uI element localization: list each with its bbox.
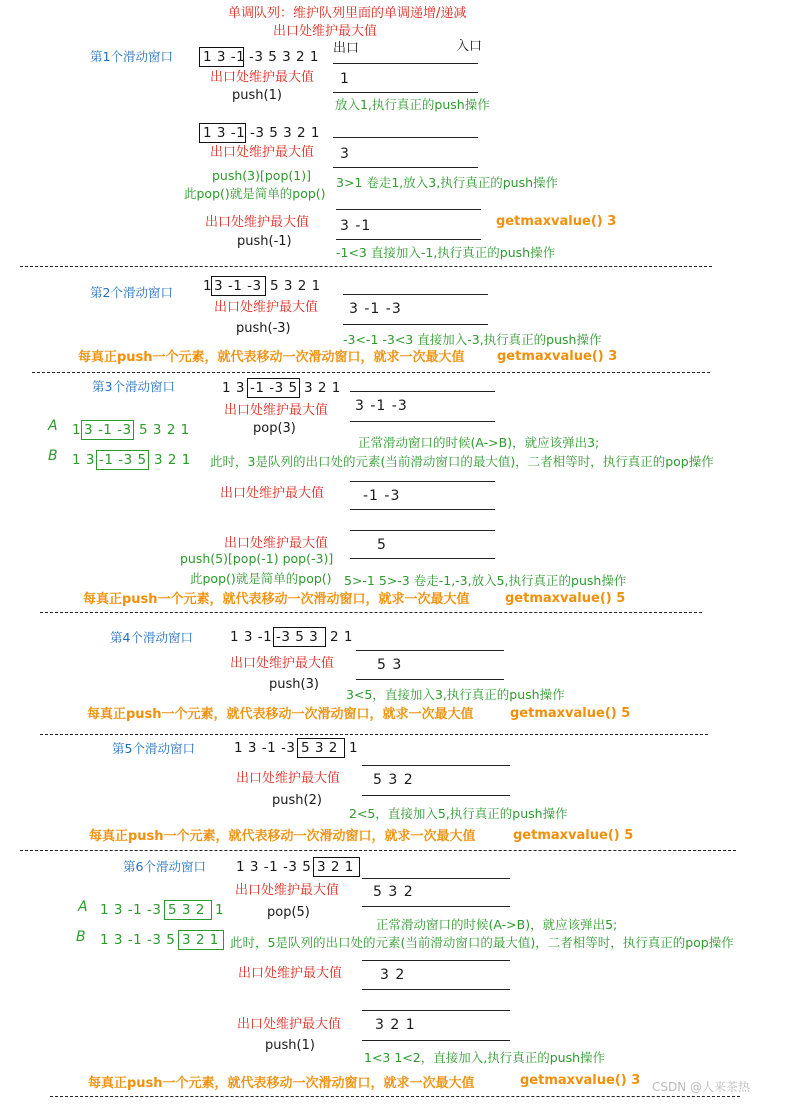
seq-window: 1 3 -1: [203, 49, 246, 65]
queue-bottom-line: [350, 509, 495, 510]
seq-window: 3 -1 -3: [214, 278, 262, 294]
divider: [32, 372, 710, 373]
queue-top-line: [362, 765, 510, 766]
exit-max-label: 出口处维护最大值: [224, 536, 329, 551]
every-push-note: 每真正push一个元素，就代表移动一次滑动窗口，就求一次最大值: [87, 707, 474, 722]
divider: [50, 1096, 740, 1097]
getmaxvalue-label: getmaxvalue() 5: [505, 591, 626, 606]
note: 1<3 1<2，直接加入,执行真正的push操作: [364, 1050, 605, 1065]
every-push-note: 每真正push一个元素，就代表移动一次滑动窗口，就求一次最大值: [88, 1076, 475, 1091]
seq-rest: 1: [215, 902, 225, 918]
operation-label: push(3): [269, 677, 319, 692]
queue-content: 3 -1: [340, 218, 372, 234]
queue-bottom-line: [350, 558, 495, 559]
note: -3<-1 -3<3 直接加入-3,执行真正的push操作: [343, 332, 602, 347]
seq-pre: 1 3 -1 -3 5: [100, 932, 176, 948]
seq-rest: -3 5 3 2 1: [249, 49, 319, 65]
window-label-6: 第6个滑动窗口: [123, 859, 206, 874]
note: 5>-1 5>-3 卷走-1,-3,放入5,执行真正的push操作: [344, 573, 627, 588]
seq-window: -1 -3 5: [99, 452, 147, 468]
exit-max-label: 出口处维护最大值: [205, 215, 310, 230]
seq-rest: -3 5 3 2 1: [250, 125, 320, 141]
queue-content: 3: [340, 146, 350, 162]
queue-bottom-line: [362, 989, 510, 990]
seq-pre: 1: [72, 422, 82, 438]
note: 放入1,执行真正的push操作: [335, 97, 490, 112]
seq-pre: 1 3: [222, 380, 245, 396]
seq-pre: 1 3: [72, 452, 95, 468]
note: 3>1 卷走1,放入3,执行真正的push操作: [336, 175, 558, 190]
every-push-note: 每真正push一个元素，就代表移动一次滑动窗口，就求一次最大值: [89, 829, 476, 844]
queue-top-line: [362, 878, 510, 879]
exit-max-label: 出口处维护最大值: [220, 486, 325, 501]
queue-bottom-line: [333, 92, 478, 93]
window-label-5: 第5个滑动窗口: [112, 741, 195, 756]
seq-rest: 1: [349, 740, 359, 756]
window-label-2: 第2个滑动窗口: [90, 285, 173, 300]
seq-rest: 5 3 2 1: [139, 422, 190, 438]
exit-max-label: 出口处维护最大值: [238, 966, 343, 981]
queue-bottom-line: [350, 421, 495, 422]
divider: [40, 612, 702, 613]
operation-label: push(1): [232, 88, 282, 103]
exit-max-label: 出口处维护最大值: [230, 656, 335, 671]
queue-top-line: [336, 209, 481, 210]
exit-label: 出口: [333, 41, 360, 56]
note: 2<5，直接加入5,执行真正的push操作: [349, 806, 568, 821]
operation-label: push(5)[pop(-1) pop(-3)]: [180, 551, 334, 566]
seq-pre: 1 3 -1: [230, 629, 273, 645]
operation-label: pop(5): [267, 905, 310, 920]
seq-rest: 2 1: [330, 629, 353, 645]
divider: [20, 850, 736, 851]
seq-rest: 3 2 1: [304, 380, 341, 396]
queue-top-line: [362, 960, 510, 961]
seq-pre: 1 3 -1 -3 5: [236, 859, 312, 875]
queue-content: 5: [377, 537, 387, 553]
seq-window: 3 -1 -3: [84, 422, 132, 438]
note: 正常滑动窗口的时候(A->B)，就应该弹出5;: [376, 917, 618, 932]
queue-content: 5 3 2: [373, 772, 414, 788]
queue-bottom-line: [362, 1040, 510, 1041]
queue-bottom-line: [362, 906, 510, 907]
operation-label: push(1): [265, 1038, 315, 1053]
seq-rest: 5 3 2 1: [270, 278, 321, 294]
operation-label: push(2): [272, 793, 322, 808]
queue-top-line: [362, 1010, 510, 1011]
operation-label: push(3)[pop(1)]: [212, 168, 311, 183]
title-line-2: 出口处维护最大值: [273, 24, 378, 39]
queue-top-line: [350, 481, 495, 482]
queue-top-line: [356, 650, 504, 651]
seq-pre: 1: [203, 278, 213, 294]
queue-content: 3 2 1: [375, 1017, 416, 1033]
queue-content: 5 3: [377, 657, 403, 673]
queue-bottom-line: [336, 239, 481, 240]
note: 此时，5是队列的出口处的元素(当前滑动窗口的最大值)，二者相等时，执行真正的pop操作: [230, 935, 734, 950]
seq-window: 3 2 1: [317, 859, 354, 875]
queue-bottom-line: [356, 679, 504, 680]
seq-window: 5 3 2: [168, 902, 205, 918]
queue-content: 3 -1 -3: [349, 301, 402, 317]
queue-content: 5 3 2: [373, 884, 414, 900]
queue-top-line: [333, 137, 478, 138]
exit-max-label: 出口处维护最大值: [237, 1017, 342, 1032]
seq-window: 5 3 2: [301, 740, 338, 756]
exit-max-label: 出口处维护最大值: [210, 145, 315, 160]
getmaxvalue-label: getmaxvalue() 3: [497, 349, 618, 364]
divider: [20, 266, 712, 267]
note: 此时，3是队列的出口处的元素(当前滑动窗口的最大值)，二者相等时，执行真正的pop操作: [210, 454, 714, 469]
label-a: A: [78, 899, 88, 915]
exit-max-label: 出口处维护最大值: [236, 771, 341, 786]
queue-top-line: [333, 63, 478, 64]
seq-window: -1 -3 5: [250, 380, 298, 396]
note: 此pop()就是简单的pop(): [190, 571, 332, 586]
queue-content: 1: [340, 71, 350, 87]
seq-window: 1 3 -1: [203, 125, 246, 141]
entry-label: 入口: [456, 39, 483, 54]
every-push-note: 每真正push一个元素，就代表移动一次滑动窗口，就求一次最大值: [83, 592, 470, 607]
queue-content: 3 -1 -3: [355, 398, 408, 414]
divider: [40, 734, 708, 735]
seq-rest: 3 2 1: [154, 452, 191, 468]
seq-pre: 1 3 -1 -3: [234, 740, 296, 756]
watermark: CSDN @人来茶热: [652, 1080, 751, 1094]
every-push-note: 每真正push一个元素，就代表移动一次滑动窗口，就求一次最大值: [78, 350, 465, 365]
exit-max-label: 出口处维护最大值: [235, 883, 340, 898]
queue-content: -1 -3: [363, 488, 401, 504]
queue-bottom-line: [333, 167, 478, 168]
note: 3<5，直接加入3,执行真正的push操作: [346, 687, 565, 702]
window-label-3: 第3个滑动窗口: [92, 379, 175, 394]
getmaxvalue-label: getmaxvalue() 5: [513, 828, 634, 843]
exit-max-label: 出口处维护最大值: [210, 70, 315, 85]
seq-pre: 1 3 -1 -3: [100, 902, 162, 918]
queue-content: 3 2: [380, 967, 406, 983]
seq-window: -3 5 3: [276, 629, 319, 645]
operation-label: push(-3): [236, 321, 291, 336]
queue-bottom-line: [362, 795, 510, 796]
title-line-1: 单调队列：维护队列里面的单调递增/递减: [228, 6, 467, 21]
exit-max-label: 出口处维护最大值: [214, 300, 319, 315]
getmaxvalue-label: getmaxvalue() 3: [496, 214, 617, 229]
getmaxvalue-label: getmaxvalue() 3: [520, 1073, 641, 1088]
label-b: B: [76, 929, 86, 945]
operation-label: push(-1): [237, 234, 292, 249]
label-a: A: [48, 418, 58, 434]
queue-top-line: [350, 391, 495, 392]
queue-top-line: [350, 530, 495, 531]
getmaxvalue-label: getmaxvalue() 5: [510, 706, 631, 721]
note: -1<3 直接加入-1,执行真正的push操作: [336, 245, 556, 260]
queue-top-line: [343, 294, 488, 295]
exit-max-label: 出口处维护最大值: [224, 403, 329, 418]
window-label-1: 第1个滑动窗口: [90, 49, 173, 64]
note: 此pop()就是简单的pop(): [184, 186, 326, 201]
window-label-4: 第4个滑动窗口: [110, 630, 193, 645]
seq-window: 3 2 1: [182, 932, 219, 948]
label-b: B: [48, 448, 58, 464]
note: 正常滑动窗口的时候(A->B)，就应该弹出3;: [358, 435, 600, 450]
queue-bottom-line: [343, 324, 488, 325]
operation-label: pop(3): [253, 421, 296, 436]
